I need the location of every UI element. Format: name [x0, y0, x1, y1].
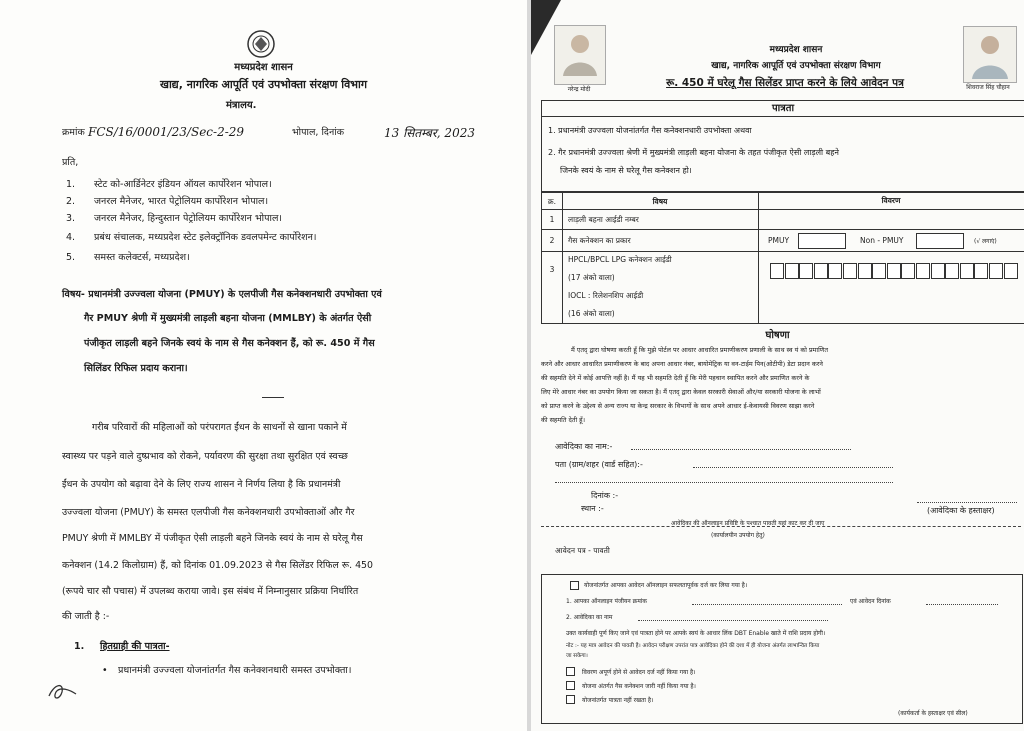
connection-id-digit-box[interactable] — [887, 263, 901, 279]
body-line: ईंधन के उपयोग को बढ़ावा देने के लिए राज्य शासन ने निर्णय लिया है कि प्रधानमंत्री — [62, 479, 341, 490]
to-label: प्रति, — [62, 157, 79, 168]
address-field-2[interactable] — [555, 482, 893, 483]
photo-right — [963, 26, 1017, 83]
initials-signature-icon — [46, 680, 80, 706]
subject-line: विषय- प्रधानमंत्री उज्ज्वला योजना (PMUY) के एलपीजी गैस कनेक्शनधारी उपभोक्ता एवं — [62, 289, 382, 300]
address-label: पता (ग्राम/शहर (वार्ड सहित):- — [555, 460, 643, 469]
letter-date: 13 सितम्बर, 2023 — [384, 126, 475, 140]
table-row-subject: HPCL/BPCL LPG कनेक्शन आईडी — [568, 255, 672, 264]
declaration-line: मैं एतद् द्वारा घोषणा करती हूँ कि मुझे पोर्टल पर आधार आधारित प्रमाणीकरण प्रणाली के साथ स्व यं को प्रमाणित — [571, 346, 828, 354]
connection-id-digit-box[interactable] — [799, 263, 813, 279]
table-row-note: (16 अंको वाला) — [568, 309, 615, 318]
table-row-note: IOCL : रिलेशनशिप आईडी — [568, 291, 644, 300]
declaration-line: की सहमति देने में कोई आपत्ति नहीं है। मैं यह भी सहमति देती हूँ कि मेरी पहचान स्थापित करने और प्रमाणित करने के — [541, 374, 810, 382]
issuer-state: मध्यप्रदेश शासन — [234, 62, 293, 73]
receipt-line: जा सकेगा। — [566, 653, 588, 659]
eligibility-box — [541, 100, 1024, 192]
connection-id-digit-box[interactable] — [785, 263, 799, 279]
connection-id-digit-box[interactable] — [814, 263, 828, 279]
section-title: हितग्राही की पात्रता- — [100, 641, 170, 652]
declaration-line: लिए मेरे आधार नंबर का उपयोग किया जा सकता है। मैं एतद् द्वारा केवल सरकारी सेवाओं और/या सरकारी योजना के लाभों — [541, 388, 821, 396]
connection-id-digit-box[interactable] — [916, 263, 930, 279]
portrait-icon — [964, 27, 1016, 79]
receipt-line: 2. आवेदिका का नाम — [566, 614, 613, 621]
table-head-detail: विवरण — [881, 196, 901, 205]
receipt-line: उक्त कार्यवाही पूर्ण किए जाने एवं पात्रता होने पर आपके स्वयं के आधार लिंक DBT Enable खाते में राशि प्रदाय होगी। — [566, 630, 826, 637]
receipt-confirm-checkbox[interactable] — [570, 581, 579, 590]
section-number: 1. — [74, 641, 85, 652]
table-head-subject: विषय — [652, 197, 668, 206]
receipt-line: एवं आवेदन दिनांक — [850, 598, 891, 605]
recipient-name: जनरल मैनेजर, हिन्दुस्तान पेट्रोलियम कार्पोरेशन भोपाल। — [94, 213, 282, 224]
connection-id-digit-box[interactable] — [872, 263, 886, 279]
declaration-line: की सहमति देती हूँ। — [541, 416, 585, 424]
recipient-name: समस्त कलेक्टर्स, मध्यप्रदेश। — [94, 252, 190, 263]
form-issuer-department: खाद्य, नागरिक आपूर्ति एवं उपभोक्ता संरक्षण विभाग — [711, 61, 881, 71]
tick-note: (√ लगाएं) — [974, 238, 997, 245]
body-line: उज्ज्वला योजना (PMUY) के समस्त एलपीजी गैस कनेक्शनधारी उपभोक्ताओं और गैर — [62, 507, 355, 518]
receipt-check-label: विवरण अपूर्ण होने से आवेदन दर्ज नहीं किया गया है। — [582, 669, 696, 676]
body-line: की जाती है :- — [62, 611, 110, 622]
cut-note: आवेदिका की ऑनलाइन प्रविष्टि के पश्चात पावती यहां काट कर दी जाए — [671, 520, 825, 527]
date-label: दिनांक :- — [591, 491, 619, 500]
recipient-number: 5. — [66, 252, 76, 263]
declaration-line: को प्राप्त करने के उद्देश्य से अन्य राज्य या केन्द्र सरकार के विभागों के साथ अपने आधार ई-केवायसी विवरण साझा करने — [541, 402, 815, 410]
receipt-check-label: योजनांतर्गत पात्रता नहीं रखता है। — [582, 697, 654, 704]
pmuy-checkbox[interactable] — [798, 233, 846, 249]
subject-line: गैर PMUY श्रेणी में मुख्यमंत्री लाड़ली बहना योजना (MMLBY) के अंतर्गत ऐसी — [84, 313, 372, 324]
applicant-name-label: आवेदिका का नाम:- — [555, 442, 613, 451]
issuer-ministry: मंत्रालय. — [226, 100, 257, 111]
recipient-number: 1. — [66, 179, 76, 190]
table-row-subject: लाड़ली बहना आईडी नम्बर — [568, 215, 639, 224]
non-pmuy-checkbox[interactable] — [916, 233, 964, 249]
recipient-number: 4. — [66, 232, 76, 243]
recipient-name: स्टेट को-आर्डिनेटर इंडियन ऑयल कार्पोरेशन भोपाल। — [94, 179, 272, 190]
reference-label: क्रमांक — [62, 127, 85, 138]
subject-line: पंजीकृत लाड़ली बहने जिनके स्वयं के नाम से गैस कनेक्शन हैं, को रू. 450 में गैस — [84, 338, 375, 349]
connection-id-digit-box[interactable] — [945, 263, 959, 279]
receipt-line: नोट :- यह मात्र आवेदन की पावती है। आवेदन परीक्षण उपरांत पात्र आवेदिका होने की दशा में ही योजना अंतर्गत लाभान्वित किया — [566, 643, 820, 649]
photo-right-caption: शिवराज सिंह चौहान — [966, 84, 1010, 91]
connection-id-digit-box[interactable] — [770, 263, 784, 279]
eligibility-item: जिनके स्वयं के नाम से घरेलू गैस कनेक्शन हो। — [560, 166, 692, 175]
body-line: PMUY श्रेणी में MMLBY में पंजीकृत ऐसी लाड़ली बहने जिनके स्वयं के नाम से घरेलू गैस — [62, 533, 363, 544]
mp-emblem-icon — [246, 28, 276, 60]
application-date-field[interactable] — [926, 604, 998, 605]
cut-note-2: (कार्यालयीन उपयोग हेतु) — [711, 532, 765, 539]
connection-id-digit-box[interactable] — [858, 263, 872, 279]
table-row-sn: 3 — [549, 265, 555, 274]
receipt-name-field[interactable] — [638, 620, 828, 621]
place-date-label: भोपाल, दिनांक — [292, 127, 345, 138]
registration-number-field[interactable] — [692, 604, 842, 605]
eligibility-item: 2. गैर प्रधानमंत्री उज्ज्वला श्रेणी में मुख्यमंत्री लाड़ली बहना योजना के तहत पंजीकृत ऐसी लाड़ली बहने — [548, 148, 839, 157]
body-line: स्वास्थ्य पर पड़ने वाले दुष्प्रभाव को रोकने, पर्यावरण की सुरक्षा तथा सुरक्षित एवं स्वच्छ — [62, 451, 348, 462]
subject-line: सिलिंडर रिफिल प्रदाय कराना। — [84, 363, 188, 374]
pmuy-label: PMUY — [768, 236, 790, 245]
body-line: (रूपये चार सौ पचास) में उपलब्ध कराया जावे। इस संबंध में निम्नानुसार प्रक्रिया निर्धारित — [62, 586, 359, 597]
non-pmuy-label: Non - PMUY — [860, 236, 904, 245]
bullet-item: प्रधानमंत्री उज्ज्वला योजनांतर्गत गैस कनेक्शनधारी समस्त उपभोक्ता। — [118, 665, 352, 676]
recipient-name: जनरल मैनेजर, भारत पेट्रोलियम कार्पोरेशन भोपाल। — [94, 196, 269, 207]
declaration-title: घोषणा — [765, 330, 790, 341]
issuer-department: खाद्य, नागरिक आपूर्ति एवं उपभोक्ता संरक्षण विभाग — [159, 78, 368, 91]
table-row-sn: 2 — [549, 236, 555, 245]
receipt-check-not-issued[interactable] — [566, 681, 575, 690]
connection-id-digit-box[interactable] — [960, 263, 974, 279]
cut-line — [541, 526, 1021, 527]
recipient-name: प्रबंध संचालक, मध्यप्रदेश स्टेट इलेक्ट्रॉनिक डवलपमेन्ट कार्पोरेशन। — [94, 232, 317, 243]
form-issuer-state: मध्यप्रदेश शासन — [769, 45, 823, 55]
receipt-check-incomplete[interactable] — [566, 667, 575, 676]
declaration-line: करने और आधार आधारित प्रमाणीकरण के बाद अपना आधार नंबर, बायोमेट्रिक या वन-टाईम पिन(ओटीपी) डेटा प्रदान करने — [541, 360, 823, 368]
receipt-title: आवेदन पत्र - पावती — [555, 546, 610, 555]
receipt-line: 1. आपका ऑनलाइन पंजीयन क्रमांक — [566, 598, 648, 605]
applicant-name-field[interactable] — [631, 449, 851, 450]
details-table — [541, 192, 1024, 324]
table-head-sn: क्र. — [547, 197, 557, 206]
table-row-sn: 1 — [549, 215, 555, 224]
receipt-line: योजनांतर्गत आपका आवेदन ऑनलाइन सफलतापूर्वक दर्ज कर लिया गया है। — [584, 582, 748, 589]
table-row-subject: गैस कनेक्शन का प्रकार — [568, 236, 631, 245]
reference-number: FCS/16/0001/23/Sec-2-29 — [88, 125, 245, 139]
signature-label: (आवेदिका के हस्ताक्षर) — [927, 506, 995, 515]
signature-field[interactable] — [917, 502, 1017, 503]
body-line: गरीब परिवारों की महिलाओं को परंपरागत ईंधन के साधनों से खाना पकाने में — [92, 422, 347, 433]
recipient-number: 3. — [66, 213, 76, 224]
receipt-box — [541, 574, 1023, 724]
form-title: रू. 450 में घरेलू गैस सिलेंडर प्राप्त करने के लिये आवेदन पत्र — [666, 77, 904, 89]
connection-id-digit-box[interactable] — [901, 263, 915, 279]
connection-id-digit-box[interactable] — [843, 263, 857, 279]
connection-id-digit-box[interactable] — [828, 263, 842, 279]
connection-id-digit-box[interactable] — [931, 263, 945, 279]
bullet-dot: • — [102, 665, 108, 676]
recipient-number: 2. — [66, 196, 76, 207]
application-form-page — [531, 0, 1024, 731]
address-field[interactable] — [693, 467, 893, 468]
table-row-note: (17 अंको वाला) — [568, 273, 615, 282]
photo-left — [554, 25, 606, 85]
connection-id-digit-box[interactable] — [974, 263, 988, 279]
photo-left-caption: नरेन्द्र मोदी — [567, 86, 591, 93]
connection-id-digit-box[interactable] — [1004, 263, 1018, 279]
body-line: कनेक्शन (14.2 किलोग्राम) हैं, को दिनांक 01.09.2023 से गैस सिलेंडर रिफिल रू. 450 — [62, 560, 373, 571]
eligibility-title: पात्रता — [542, 101, 1024, 117]
portrait-icon — [555, 26, 605, 76]
connection-id-digit-box[interactable] — [989, 263, 1003, 279]
receipt-check-label: योजना अंतर्गत गैस कनेक्शन जारी नहीं किया गया है। — [582, 683, 696, 690]
receipt-signature-label: (कार्यकर्ता के हस्ताक्षर एवं सील) — [898, 710, 968, 717]
place-label: स्थान :- — [581, 504, 604, 513]
separator-line — [262, 397, 284, 398]
receipt-check-ineligible[interactable] — [566, 695, 575, 704]
eligibility-item: 1. प्रधानमंत्री उज्ज्वला योजनांतर्गत गैस कनेक्शनधारी उपभोक्ता अथवा — [548, 126, 752, 135]
